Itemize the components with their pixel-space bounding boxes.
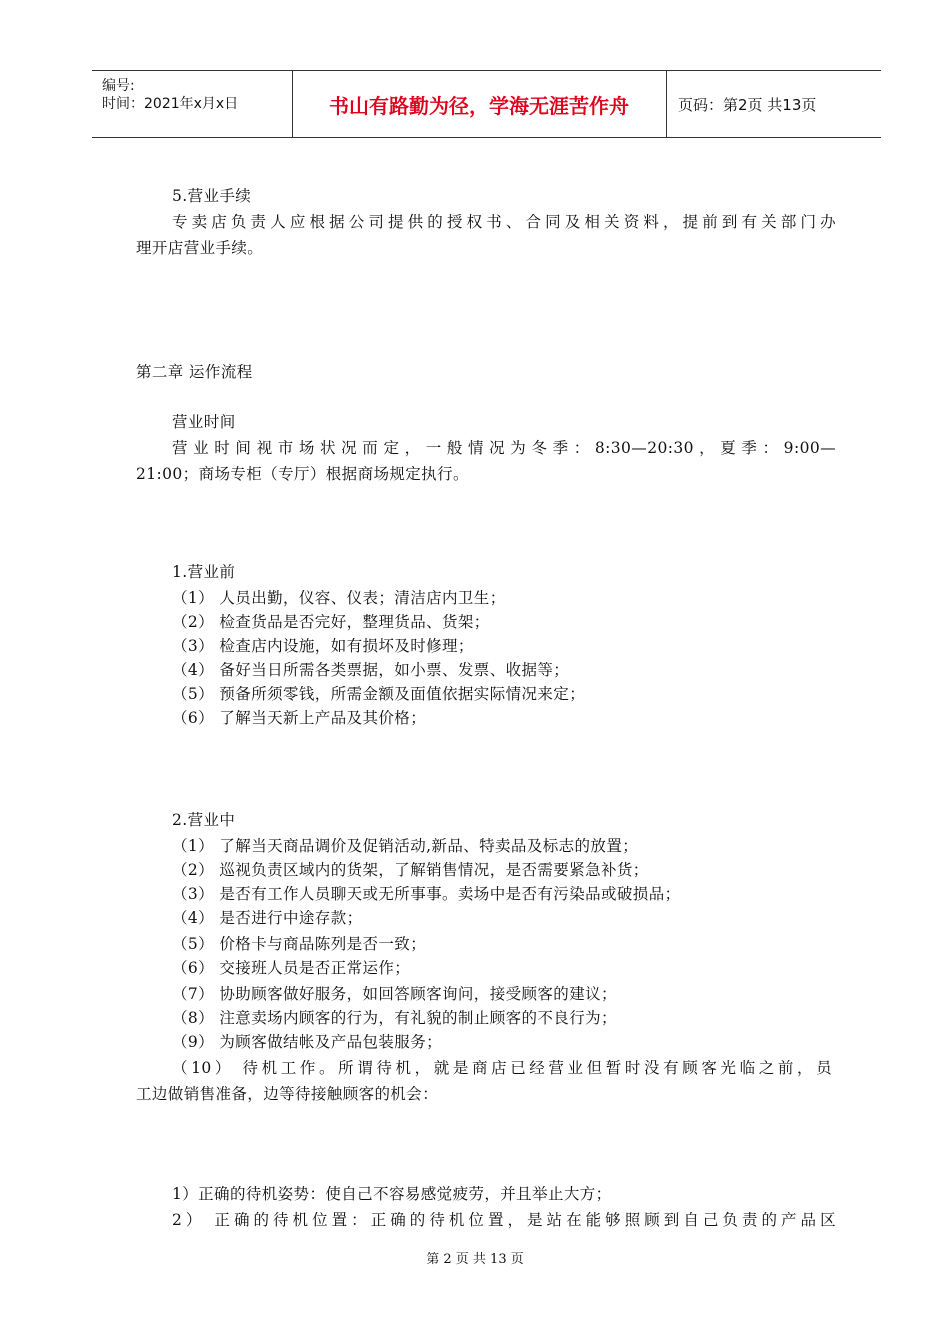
pre-business-title: 1.营业前 xyxy=(172,563,236,581)
section-5-title: 5.营业手续 xyxy=(172,187,252,205)
list-item: （6） 了解当天新上产品及其价格； xyxy=(172,709,427,727)
header-info-cell xyxy=(92,71,293,137)
list-item: （5） 价格卡与商品陈列是否一致； xyxy=(172,935,427,953)
list-item: （7） 协助顾客做好服务，如回答顾客询问，接受顾客的建议； xyxy=(172,985,617,1003)
in-business-title: 2.营业中 xyxy=(172,811,236,829)
wait-item-1: 1）正确的待机姿势：使自己不容易感觉疲劳，并且举止大方； xyxy=(172,1185,612,1203)
hours-title: 营业时间 xyxy=(172,413,236,431)
list-item: （4） 备好当日所需各类票据，如小票、发票、收据等； xyxy=(172,661,570,679)
list-item: （9） 为顾客做结帐及产品包装服务； xyxy=(172,1033,442,1051)
item-10-line-2: 工边做销售准备，边等待接触顾客的机会： xyxy=(136,1085,439,1103)
list-item: （5） 预备所须零钱，所需金额及面值依据实际情况来定； xyxy=(172,685,586,703)
item-10-line-1: （10） 待机工作。所谓待机，就是商店已经营业但暂时没有顾客光临之前，员 xyxy=(172,1059,832,1077)
wait-item-2: 2） 正确的待机位置：正确的待机位置，是站在能够照顾到自己负责的产品区 xyxy=(172,1211,836,1229)
hours-paragraph-line-1: 营业时间视市场状况而定，一般情况为冬季：8:30—20:30，夏季：9:00— xyxy=(172,439,836,457)
list-item: （4） 是否进行中途存款； xyxy=(172,909,363,927)
list-item: （3） 检查店内设施，如有损坏及时修理； xyxy=(172,637,474,655)
list-item: （2） 检查货品是否完好，整理货品、货架； xyxy=(172,613,490,631)
page-header xyxy=(92,70,881,138)
header-slogan: 书山有路勤为径，学海无涯苦作舟 xyxy=(292,71,667,137)
time-line: 时间：2021年x月x日 xyxy=(102,96,239,112)
list-item: （1） 人员出勤，仪容、仪表；清洁店内卫生； xyxy=(172,589,506,607)
hours-paragraph-line-2: 21:00；商场专柜（专厅）根据商场规定执行。 xyxy=(136,465,469,483)
number-label: 编号: xyxy=(102,78,135,94)
list-item: （6） 交接班人员是否正常运作； xyxy=(172,959,411,977)
header-page-info: 页码：第2页 共13页 xyxy=(678,95,817,114)
list-item: （2） 巡视负责区域内的货架，了解销售情况，是否需要紧急补货； xyxy=(172,861,649,879)
list-item: （3） 是否有工作人员聊天或无所事事。卖场中是否有污染品或破损品； xyxy=(172,885,681,903)
section-5-paragraph-line-1: 专卖店负责人应根据公司提供的授权书、合同及相关资料，提前到有关部门办 xyxy=(172,213,836,231)
page-footer: 第 2 页 共 13 页 xyxy=(426,1252,524,1267)
chapter-2-heading: 第二章 运作流程 xyxy=(136,363,253,381)
list-item: （8） 注意卖场内顾客的行为，有礼貌的制止顾客的不良行为； xyxy=(172,1009,617,1027)
list-item: （1） 了解当天商品调价及促销活动,新品、特卖品及标志的放置； xyxy=(172,837,639,855)
section-5-paragraph-line-2: 理开店营业手续。 xyxy=(136,239,264,257)
